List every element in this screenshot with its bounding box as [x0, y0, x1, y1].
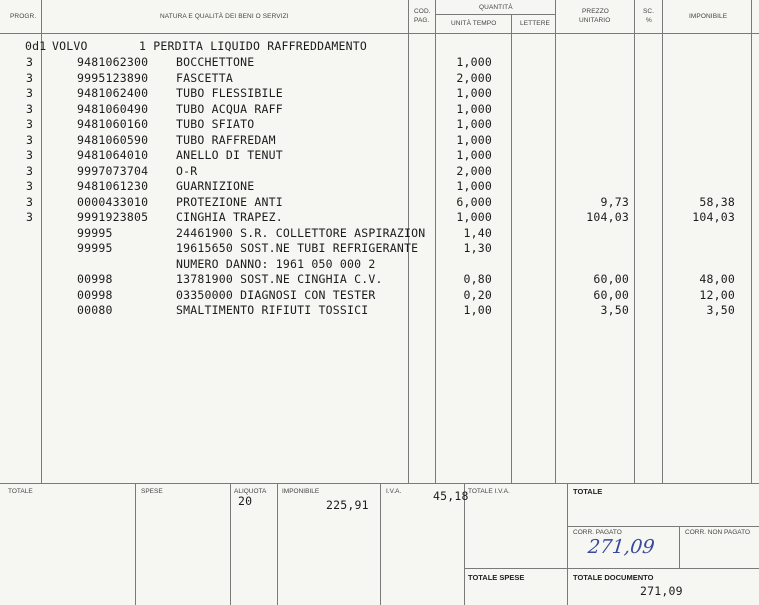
row-progr: 3 — [26, 86, 34, 100]
header-imponibile: IMPONIBILE — [689, 13, 728, 20]
row-qty: 0,20 — [463, 287, 492, 302]
row-code: 0000433010 — [77, 194, 149, 209]
row-code: 9481062300 — [77, 55, 149, 69]
footer-corr-pagato-label: CORR. PAGATO — [573, 529, 622, 536]
row-progr: 3 — [26, 132, 34, 147]
row-qty: 1,000 — [456, 148, 492, 162]
table-row — [0, 195, 759, 211]
row-price: 60,00 — [593, 272, 629, 286]
title-row — [0, 39, 759, 55]
row-description: FASCETTA — [176, 70, 233, 85]
row-description: BOCCHETTONE — [176, 55, 255, 69]
row-code: 00080 — [77, 303, 113, 317]
title-description: 1 PERDITA LIQUIDO RAFFREDDAMENTO — [139, 39, 367, 53]
row-description: 24461900 S.R. COLLETTORE ASPIRAZION — [176, 225, 426, 240]
table-row — [0, 210, 759, 226]
row-description: 03350000 DIAGNOSI CON TESTER — [176, 287, 376, 302]
row-qty: 1,40 — [463, 225, 492, 240]
row-progr: 3 — [26, 70, 34, 85]
row-progr: 3 — [26, 101, 34, 116]
row-code: 9997073704 — [77, 163, 149, 178]
table-row — [0, 71, 759, 87]
table-row — [0, 179, 759, 195]
row-description: TUBO FLESSIBILE — [176, 86, 283, 100]
header-progr: PROGR. — [10, 13, 37, 20]
footer-rule-corr — [567, 526, 759, 527]
footer-divider-6 — [567, 483, 568, 605]
row-price: 60,00 — [593, 287, 629, 302]
row-total: 58,38 — [699, 194, 735, 209]
footer-divider-1 — [135, 483, 136, 605]
row-progr: 3 — [26, 148, 34, 162]
table-row — [0, 288, 759, 304]
footer-corr-pagato-handwritten: 271,09 — [586, 536, 656, 558]
footer-corr-non-pagato-label: CORR. NON PAGATO — [685, 529, 751, 536]
header-cod: COD. — [414, 8, 431, 15]
header-pct: % — [646, 17, 652, 24]
table-row — [0, 148, 759, 164]
footer-totale-spese-label: TOTALE SPESE — [468, 573, 525, 582]
footer-totale-documento-value: 271,09 — [640, 584, 683, 598]
footer-imponibile-value: 225,91 — [326, 498, 369, 512]
footer-aliquota-value: 20 — [238, 494, 253, 508]
row-qty: 6,000 — [456, 194, 492, 209]
footer-rule-totali — [464, 568, 759, 569]
title-progr: 0d1 — [25, 39, 47, 53]
row-description: 13781900 SOST.NE CINGHIA C.V. — [176, 272, 383, 286]
header-rule — [0, 33, 759, 34]
table-row — [0, 241, 759, 257]
table-row — [0, 257, 759, 273]
row-code: 9481060590 — [77, 132, 149, 147]
row-description: O-R — [176, 163, 198, 178]
row-code: 9991923805 — [77, 210, 149, 224]
table-row — [0, 164, 759, 180]
footer-divider-4 — [380, 483, 381, 605]
row-qty: 1,000 — [456, 210, 492, 224]
row-total: 3,50 — [706, 303, 735, 317]
row-qty: 2,000 — [456, 70, 492, 85]
row-description: TUBO RAFFREDAM — [176, 132, 276, 147]
row-qty: 1,000 — [456, 132, 492, 147]
header-pag: PAG. — [414, 17, 430, 24]
row-total: 48,00 — [699, 272, 735, 286]
row-qty: 1,00 — [463, 303, 492, 317]
row-progr: 3 — [26, 179, 34, 193]
row-code: 00998 — [77, 287, 113, 302]
row-qty: 2,000 — [456, 163, 492, 178]
table-row — [0, 86, 759, 102]
table-row — [0, 55, 759, 71]
table-row — [0, 133, 759, 149]
row-description: PROTEZIONE ANTI — [176, 194, 283, 209]
row-code: 99995 — [77, 225, 113, 240]
header-prezzo: PREZZO — [582, 8, 609, 15]
row-qty: 1,000 — [456, 101, 492, 116]
row-description: SMALTIMENTO RIFIUTI TOSSICI — [176, 303, 369, 317]
row-description: NUMERO DANNO: 1961 050 000 2 — [176, 256, 376, 271]
title-brand: VOLVO — [52, 39, 88, 53]
table-row — [0, 102, 759, 118]
footer-imponibile-label: IMPONIBILE — [282, 488, 320, 495]
row-qty: 1,000 — [456, 117, 492, 131]
header-natura: NATURA E QUALITÀ DEI BENI O SERVIZI — [160, 13, 289, 20]
row-description: GUARNIZIONE — [176, 179, 255, 193]
footer-divider-2 — [230, 483, 231, 605]
footer-totale-iva-label: TOTALE I.V.A. — [468, 488, 510, 495]
row-progr: 3 — [26, 210, 34, 224]
row-qty: 1,000 — [456, 179, 492, 193]
table-row — [0, 117, 759, 133]
row-code: 9481064010 — [77, 148, 149, 162]
header-quantita: QUANTITÀ — [479, 4, 513, 11]
header-sc: SC. — [643, 8, 655, 15]
header-unitario: UNITARIO — [579, 17, 611, 24]
row-qty: 0,80 — [463, 272, 492, 286]
qty-subheader-rule — [435, 14, 555, 15]
footer-iva-value: 45,18 — [433, 489, 469, 503]
header-unita-tempo: UNITÀ TEMPO — [451, 20, 497, 27]
row-price: 3,50 — [600, 303, 629, 317]
table-row — [0, 272, 759, 288]
row-description: ANELLO DI TENUT — [176, 148, 283, 162]
table-row — [0, 226, 759, 242]
row-total: 104,03 — [692, 210, 735, 224]
row-code: 9481060160 — [77, 117, 149, 131]
row-progr: 3 — [26, 163, 34, 178]
footer-aliquota-label: ALIQUOTA — [234, 488, 267, 495]
row-code: 9995123890 — [77, 70, 149, 85]
row-description: TUBO ACQUA RAFF — [176, 101, 283, 116]
row-qty: 1,000 — [456, 55, 492, 69]
footer-iva-label: I.V.A. — [386, 488, 402, 495]
row-progr: 3 — [26, 194, 34, 209]
row-price: 9,73 — [600, 194, 629, 209]
footer-totale-label: TOTALE — [8, 488, 33, 495]
footer-totale-documento-label: TOTALE DOCUMENTO — [573, 573, 654, 582]
row-description: 19615650 SOST.NE TUBI REFRIGERANTE — [176, 241, 419, 255]
footer-divider-7 — [679, 526, 680, 568]
footer-totale-right-label: TOTALE — [573, 487, 603, 496]
row-code: 99995 — [77, 241, 113, 255]
row-total: 12,00 — [699, 287, 735, 302]
row-qty: 1,30 — [463, 241, 492, 255]
footer-divider-3 — [277, 483, 278, 605]
row-code: 9481061230 — [77, 179, 149, 193]
row-description: CINGHIA TRAPEZ. — [176, 210, 283, 224]
header-lettere: LETTERE — [520, 20, 550, 27]
row-code: 9481062400 — [77, 86, 149, 100]
row-progr: 3 — [26, 55, 34, 69]
row-qty: 1,000 — [456, 86, 492, 100]
row-code: 9481060490 — [77, 101, 149, 116]
row-progr: 3 — [26, 117, 34, 131]
footer-spese-label: SPESE — [141, 488, 163, 495]
row-code: 00998 — [77, 272, 113, 286]
table-row — [0, 303, 759, 319]
row-price: 104,03 — [586, 210, 629, 224]
row-description: TUBO SFIATO — [176, 117, 255, 131]
